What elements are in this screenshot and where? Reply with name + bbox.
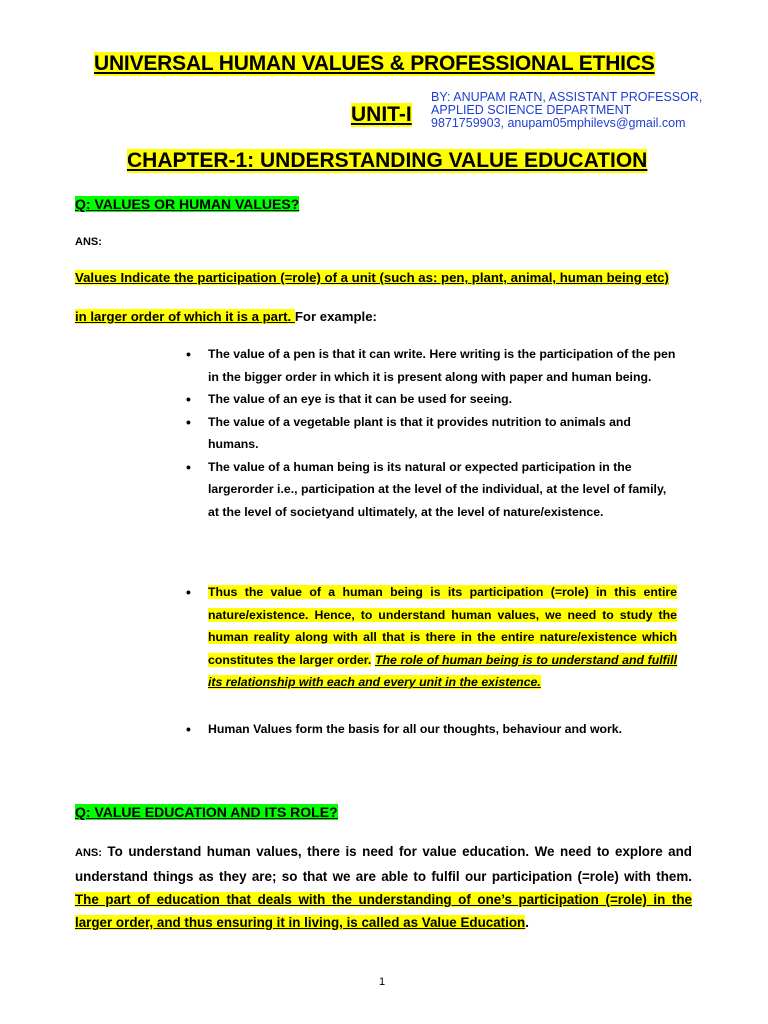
page-number: 1 <box>379 976 386 988</box>
list-item: • The value of a human being is its natural or expected participation in the largerorder i.e., participation at the level of the individual, at the level of family, at the level of societyand ultimately, at the level of nature/existence. <box>185 456 677 524</box>
list-item: • The value of a vegetable plant is that it provides nutrition to animals and humans. <box>185 411 677 456</box>
answer-1-line-1-text: Values Indicate the participation (=role) of a unit (such as: pen, plant, animal, human being etc) <box>75 270 669 285</box>
answer-1-line-2-highlight: in larger order of which it is a part. <box>75 309 295 324</box>
examples-list <box>185 343 677 523</box>
list-item: • The value of a pen is that it can write. Here writing is the participation of the pen in the bigger order in which it is present along with paper and human being. <box>185 343 677 388</box>
list-item: • The value of an eye is that it can be used for seeing. <box>185 388 677 411</box>
answer-2-label: ANS: <box>75 847 102 859</box>
author-line-1: BY: ANUPAM RATN, ASSISTANT PROFESSOR, <box>431 90 703 104</box>
chapter-heading: CHAPTER-1: UNDERSTANDING VALUE EDUCATION <box>127 149 648 172</box>
author-block <box>431 91 702 130</box>
answer-1-line-2-rest: For example: <box>294 309 377 324</box>
author-line-2: APPLIED SCIENCE DEPARTMENT <box>431 103 632 117</box>
answer-1-line-1 <box>75 270 669 285</box>
document-title: UNIVERSAL HUMAN VALUES & PROFESSIONAL ETHICS <box>94 52 655 75</box>
answer-1-label: ANS: <box>75 236 102 248</box>
answer-2-text: To understand human values, there is need for value education. We need to explore and understand things as they are; so that we are able to fulfil our participation (=role) with them. <box>75 844 692 884</box>
answer-1-line-2 <box>75 309 377 324</box>
question-1-heading: Q: VALUES OR HUMAN VALUES? <box>75 196 300 212</box>
unit-heading: UNIT-I <box>351 103 412 126</box>
highlighted-list <box>185 581 677 694</box>
highlighted-list-item: • Thus the value of a human being is its participation (=role) in this entire nature/existence. Hence, to understand human values, we need to study the human reality along with all that is there in the entire nature/existence which constitutes the larger order. The role of human being is to understand and fulfill its relationship with each and every unit in the existence. <box>185 581 677 694</box>
question-2-heading: Q: VALUE EDUCATION AND ITS ROLE? <box>75 804 338 820</box>
list-item: • Human Values form the basis for all our thoughts, behaviour and work. <box>185 718 677 741</box>
answer-2-highlight: The part of education that deals with the understanding of one’s participation (=role) in the larger order, and thus ensuring it in living, is called as Value Education <box>75 892 692 930</box>
answer-2-end: . <box>525 915 529 930</box>
last-list <box>185 718 677 741</box>
answer-2-paragraph <box>75 840 692 934</box>
author-line-3: 9871759903, anupam05mphilevs@gmail.com <box>431 116 686 130</box>
